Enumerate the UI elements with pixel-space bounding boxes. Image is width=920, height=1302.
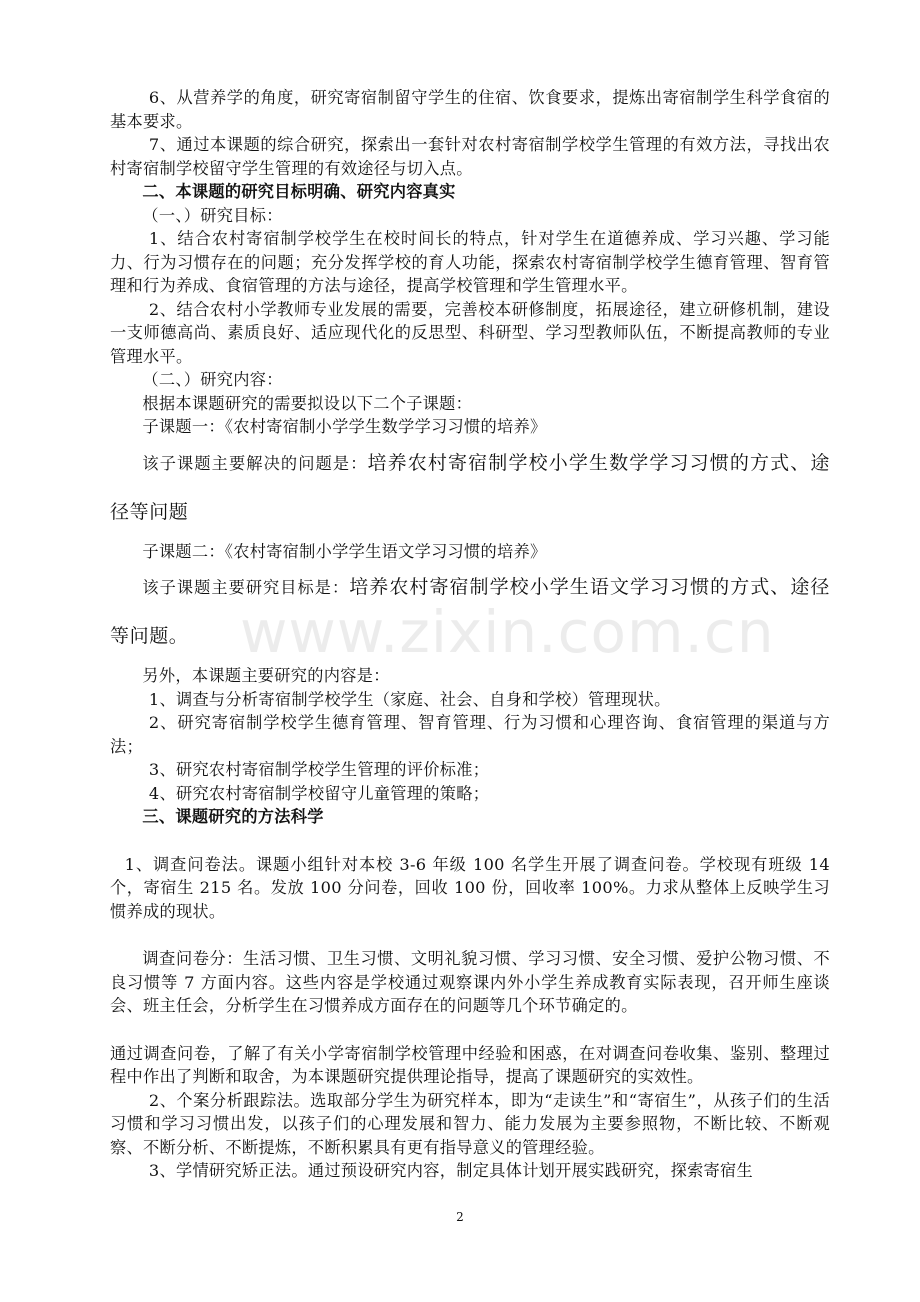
method-3: 3、学情研究矫正法。通过预设研究内容，制定具体计划开展实践研究，探索寄宿生 [148, 1161, 754, 1180]
paragraph-6: 6、从营养学的角度，研究寄宿制留守学生的住宿、饮食要求，提炼出寄宿制学生科学食宿的基本要求。 [110, 88, 830, 131]
goal-2: 2、结合农村小学教师专业发展的需要，完善校本研修制度，拓展途径，建立研修机制，建设一支师德高尚、素质良好、适应现代化的反思型、科研型、学习型教师队伍，不断提高教师的专业管理水平。 [110, 299, 830, 366]
heading-research-content: （二、）研究内容： [142, 370, 283, 389]
heading-section-2: 二、本课题的研究目标明确、研究内容真实 [142, 182, 456, 201]
heading-section-3: 三、课题研究的方法科学 [142, 807, 324, 826]
method-2: 2、个案分析跟踪法。选取部分学生为研究样本，即为“走读生”和“寄宿生”，从孩子们的生活习惯和学习习惯出发，以孩子们的心理发展和智力、能力发展为主要参照物，不断比较、不断观察、不断分析、不断提炼，不断积累具有更有指导意义的管理经验。 [110, 1090, 830, 1157]
watermark: www.zixin.com.cn [240, 598, 775, 666]
goal-1: 1、结合农村寄宿制学校学生在校时间长的特点，针对学生在道德养成、学习兴趣、学习能力、行为习惯存在的问题；充分发挥学校的育人功能，探索农村寄宿制学校学生德育管理、智育管理和行为养成、食宿管理的方法与途径，提高学校管理和学生管理水平。 [110, 229, 830, 295]
content-intro: 根据本课题研究的需要拟设以下二个子课题： [142, 393, 473, 413]
method-1: 1、调查问卷法。课题小组针对本校 3-6 年级 100 名学生开展了调查问卷。学校现有班级 14 个，寄宿生 215 名。发放 100 分问卷，回收 100 份，回收率 100%。力求从整体上反映学生习惯养成的现状。 [110, 854, 830, 921]
subtopic-1-desc-body: 培养农村寄宿制学校小学生数学学习习惯的方式、途径等问题 [110, 451, 830, 523]
survey-parts: 调查问卷分：生活习惯、卫生习惯、文明礼貌习惯、学习习惯、安全习惯、爱护公物习惯、不良习惯等 7 方面内容。这些内容是学校通过观察课内外小学生养成教育实际表现，召开师生座谈会、班主任会，分析学生在习惯养成方面存在的问题等几个环节确定的。 [110, 949, 830, 1015]
other-content-intro: 另外，本课题主要研究的内容是： [142, 666, 390, 685]
subtopic-1-title: 子课题一：《农村寄宿制小学学生数学学习习惯的培养》 [142, 417, 547, 436]
subtopic-2-desc-body: 培养农村寄宿制学校小学生语文学习习惯的方式、途径等问题。 [110, 576, 831, 647]
content-item-1: 1、调查与分析寄宿制学校学生（家庭、社会、自身和学校）管理现状。 [148, 689, 671, 709]
content-item-4: 4、研究农村寄宿制学校留守儿童管理的策略； [148, 783, 490, 803]
spacer [110, 923, 830, 947]
subtopic-2-title: 子课题二：《农村寄宿制小学学生语文学习习惯的培养》 [142, 541, 547, 561]
content-item-2: 2、研究寄宿制学校学生德育管理、智育管理、行为习惯和心理咨询、食宿管理的渠道与方法； [110, 713, 830, 756]
page-number: 2 [456, 1210, 464, 1224]
subtopic-1-desc-label: 该子课题主要解决的问题是： [142, 453, 368, 473]
content-item-3: 3、研究农村寄宿制学校学生管理的评价标准； [148, 760, 490, 779]
survey-result: 通过调查问卷，了解了有关小学寄宿制学校管理中经验和困惑，在对调查问卷收集、鉴别、整理过程中作出了判断和取舍，为本课题研究提供理论指导，提高了课题研究的实效性。 [110, 1043, 830, 1086]
heading-research-goals: （一、）研究目标： [142, 205, 283, 225]
spacer [110, 1018, 830, 1042]
spacer [110, 829, 830, 853]
subtopic-2-desc-label: 该子课题主要研究目标是： [142, 578, 350, 597]
paragraph-7: 7、通过本课题的综合研究，探索出一套针对农村寄宿制学校学生管理的有效方法，寻找出农村寄宿制学校留守学生管理的有效途径与切入点。 [110, 135, 830, 178]
subtopic-1-desc [110, 439, 830, 536]
